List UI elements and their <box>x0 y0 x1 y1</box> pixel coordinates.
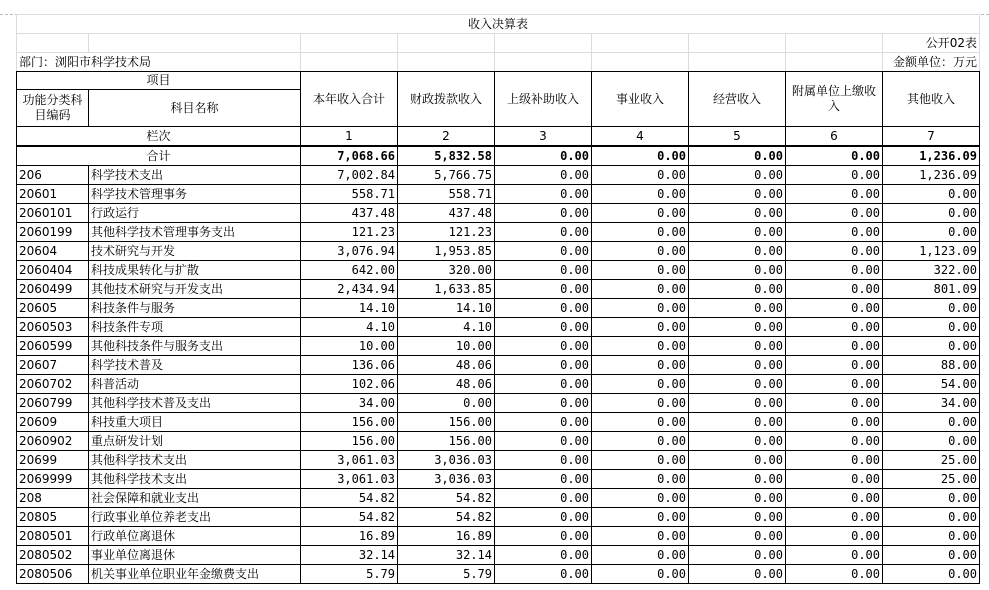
row-value: 0.00 <box>592 546 689 565</box>
row-value: 0.00 <box>495 318 592 337</box>
row-value: 0.00 <box>398 394 495 413</box>
row-value: 0.00 <box>786 185 883 204</box>
row-value: 0.00 <box>689 299 786 318</box>
table-row <box>17 375 980 394</box>
row-value: 0.00 <box>689 185 786 204</box>
row-value: 0.00 <box>689 204 786 223</box>
table-row <box>17 166 980 185</box>
row-value: 0.00 <box>786 432 883 451</box>
row-value: 0.00 <box>689 546 786 565</box>
row-value: 5.79 <box>301 565 398 584</box>
total-label: 合计 <box>17 146 301 166</box>
row-value: 0.00 <box>495 432 592 451</box>
row-value: 88.00 <box>883 356 980 375</box>
total-value: 0.00 <box>592 146 689 166</box>
form-number: 公开02表 <box>883 34 980 53</box>
row-value: 25.00 <box>883 470 980 489</box>
row-value: 0.00 <box>689 261 786 280</box>
row-value: 0.00 <box>689 470 786 489</box>
row-code: 2060902 <box>17 432 89 451</box>
header-col-affiliated: 附属单位上缴收入 <box>786 72 883 127</box>
row-code: 20607 <box>17 356 89 375</box>
col-number: 3 <box>495 127 592 147</box>
row-value: 121.23 <box>301 223 398 242</box>
row-code: 2060101 <box>17 204 89 223</box>
row-value: 0.00 <box>689 337 786 356</box>
row-name: 社会保障和就业支出 <box>89 489 301 508</box>
row-value: 0.00 <box>592 299 689 318</box>
header-col-business: 事业收入 <box>592 72 689 127</box>
row-code: 2060499 <box>17 280 89 299</box>
row-value: 4.10 <box>301 318 398 337</box>
row-value: 1,953.85 <box>398 242 495 261</box>
row-value: 0.00 <box>495 299 592 318</box>
row-value: 437.48 <box>398 204 495 223</box>
row-value: 0.00 <box>786 375 883 394</box>
row-value: 0.00 <box>786 166 883 185</box>
row-code: 206 <box>17 166 89 185</box>
row-value: 0.00 <box>689 242 786 261</box>
row-value: 0.00 <box>495 394 592 413</box>
row-value: 0.00 <box>592 394 689 413</box>
row-value: 0.00 <box>689 223 786 242</box>
row-value: 0.00 <box>495 166 592 185</box>
row-code: 20609 <box>17 413 89 432</box>
row-value: 558.71 <box>398 185 495 204</box>
header-col-fiscal: 财政拨款收入 <box>398 72 495 127</box>
row-value: 0.00 <box>883 185 980 204</box>
row-value: 320.00 <box>398 261 495 280</box>
row-value: 801.09 <box>883 280 980 299</box>
row-value: 0.00 <box>689 318 786 337</box>
row-value: 3,061.03 <box>301 451 398 470</box>
row-value: 34.00 <box>883 394 980 413</box>
row-value: 32.14 <box>301 546 398 565</box>
row-name: 其他科学技术支出 <box>89 451 301 470</box>
row-value: 0.00 <box>883 489 980 508</box>
row-value: 0.00 <box>786 299 883 318</box>
row-name: 其他科学技术支出 <box>89 470 301 489</box>
row-name: 科技条件专项 <box>89 318 301 337</box>
row-value: 0.00 <box>883 508 980 527</box>
sheet-top-border <box>0 0 989 15</box>
row-value: 0.00 <box>592 318 689 337</box>
row-name: 其他科技条件与服务支出 <box>89 337 301 356</box>
row-name: 机关事业单位职业年金缴费支出 <box>89 565 301 584</box>
col-number: 4 <box>592 127 689 147</box>
row-value: 0.00 <box>689 432 786 451</box>
row-code: 20699 <box>17 451 89 470</box>
table-row <box>17 546 980 565</box>
row-value: 0.00 <box>592 185 689 204</box>
col-number: 2 <box>398 127 495 147</box>
row-value: 0.00 <box>592 204 689 223</box>
row-value: 0.00 <box>689 565 786 584</box>
row-value: 14.10 <box>301 299 398 318</box>
table-row <box>17 527 980 546</box>
row-value: 1,123.09 <box>883 242 980 261</box>
row-value: 0.00 <box>495 242 592 261</box>
total-value: 7,068.66 <box>301 146 398 166</box>
row-value: 0.00 <box>786 337 883 356</box>
table-row <box>17 261 980 280</box>
header-code: 功能分类科目编码 <box>17 90 89 127</box>
row-value: 32.14 <box>398 546 495 565</box>
row-value: 0.00 <box>883 204 980 223</box>
table-row <box>17 565 980 584</box>
row-value: 102.06 <box>301 375 398 394</box>
row-value: 0.00 <box>592 356 689 375</box>
row-value: 0.00 <box>786 223 883 242</box>
row-value: 0.00 <box>883 413 980 432</box>
row-value: 14.10 <box>398 299 495 318</box>
row-value: 0.00 <box>883 546 980 565</box>
row-name: 科学技术普及 <box>89 356 301 375</box>
row-code: 20805 <box>17 508 89 527</box>
row-name: 行政运行 <box>89 204 301 223</box>
total-value: 0.00 <box>689 146 786 166</box>
row-value: 10.00 <box>301 337 398 356</box>
row-value: 0.00 <box>689 356 786 375</box>
data-rows <box>17 166 980 584</box>
table-row <box>17 432 980 451</box>
row-value: 0.00 <box>592 470 689 489</box>
header-row-label: 栏次 <box>17 127 301 147</box>
row-name: 行政单位离退休 <box>89 527 301 546</box>
row-value: 0.00 <box>495 204 592 223</box>
row-value: 558.71 <box>301 185 398 204</box>
table-row <box>17 508 980 527</box>
row-value: 0.00 <box>495 413 592 432</box>
table-row <box>17 394 980 413</box>
department-label: 部门：浏阳市科学技术局 <box>17 53 301 72</box>
row-value: 0.00 <box>786 204 883 223</box>
row-value: 7,002.84 <box>301 166 398 185</box>
row-code: 2060599 <box>17 337 89 356</box>
unit-label: 金额单位：万元 <box>883 53 980 72</box>
col-number: 1 <box>301 127 398 147</box>
table-row <box>17 280 980 299</box>
row-value: 0.00 <box>689 413 786 432</box>
row-value: 0.00 <box>689 508 786 527</box>
row-value: 156.00 <box>398 413 495 432</box>
table-row <box>17 470 980 489</box>
header-col-total: 本年收入合计 <box>301 72 398 127</box>
row-value: 0.00 <box>495 261 592 280</box>
row-value: 0.00 <box>592 280 689 299</box>
row-value: 0.00 <box>786 413 883 432</box>
row-value: 0.00 <box>495 489 592 508</box>
row-value: 156.00 <box>301 413 398 432</box>
row-value: 16.89 <box>398 527 495 546</box>
row-name: 科技重大项目 <box>89 413 301 432</box>
row-value: 10.00 <box>398 337 495 356</box>
row-value: 322.00 <box>883 261 980 280</box>
row-value: 0.00 <box>592 413 689 432</box>
row-code: 2080502 <box>17 546 89 565</box>
row-value: 0.00 <box>495 375 592 394</box>
row-name: 科普活动 <box>89 375 301 394</box>
table-row <box>17 356 980 375</box>
row-value: 54.00 <box>883 375 980 394</box>
row-value: 0.00 <box>786 451 883 470</box>
row-value: 4.10 <box>398 318 495 337</box>
row-value: 0.00 <box>786 489 883 508</box>
row-value: 0.00 <box>786 261 883 280</box>
table-row <box>17 185 980 204</box>
row-code: 2060702 <box>17 375 89 394</box>
row-value: 0.00 <box>592 489 689 508</box>
row-value: 0.00 <box>495 546 592 565</box>
table-row <box>17 204 980 223</box>
row-code: 2069999 <box>17 470 89 489</box>
row-value: 0.00 <box>786 242 883 261</box>
row-value: 0.00 <box>883 527 980 546</box>
row-value: 3,036.03 <box>398 470 495 489</box>
row-value: 0.00 <box>592 375 689 394</box>
row-value: 0.00 <box>495 280 592 299</box>
table-row <box>17 242 980 261</box>
row-value: 0.00 <box>689 489 786 508</box>
row-value: 0.00 <box>495 451 592 470</box>
table-title: 收入决算表 <box>17 15 980 34</box>
row-value: 0.00 <box>592 508 689 527</box>
header-name: 科目名称 <box>89 90 301 127</box>
row-name: 其他科学技术管理事务支出 <box>89 223 301 242</box>
row-code: 2060199 <box>17 223 89 242</box>
row-value: 0.00 <box>592 432 689 451</box>
row-value: 0.00 <box>689 394 786 413</box>
row-value: 0.00 <box>689 166 786 185</box>
total-value: 1,236.09 <box>883 146 980 166</box>
row-code: 2060404 <box>17 261 89 280</box>
table-row <box>17 318 980 337</box>
row-value: 0.00 <box>786 527 883 546</box>
row-value: 0.00 <box>786 546 883 565</box>
row-name: 其他科学技术普及支出 <box>89 394 301 413</box>
row-value: 0.00 <box>786 508 883 527</box>
row-code: 20604 <box>17 242 89 261</box>
row-name: 科技条件与服务 <box>89 299 301 318</box>
row-value: 0.00 <box>495 356 592 375</box>
row-value: 0.00 <box>689 527 786 546</box>
row-value: 54.82 <box>301 508 398 527</box>
row-value: 34.00 <box>301 394 398 413</box>
row-value: 642.00 <box>301 261 398 280</box>
row-value: 3,036.03 <box>398 451 495 470</box>
row-value: 156.00 <box>398 432 495 451</box>
row-code: 2060799 <box>17 394 89 413</box>
row-value: 0.00 <box>592 337 689 356</box>
row-value: 48.06 <box>398 356 495 375</box>
row-value: 156.00 <box>301 432 398 451</box>
row-name: 事业单位离退休 <box>89 546 301 565</box>
row-code: 2080506 <box>17 565 89 584</box>
row-value: 0.00 <box>592 565 689 584</box>
row-value: 0.00 <box>495 565 592 584</box>
header-col-operating: 经营收入 <box>689 72 786 127</box>
row-value: 0.00 <box>495 508 592 527</box>
row-value: 136.06 <box>301 356 398 375</box>
row-value: 16.89 <box>301 527 398 546</box>
row-value: 0.00 <box>592 242 689 261</box>
table-row <box>17 337 980 356</box>
row-value: 0.00 <box>883 299 980 318</box>
row-value: 1,236.09 <box>883 166 980 185</box>
row-value: 48.06 <box>398 375 495 394</box>
row-value: 0.00 <box>883 432 980 451</box>
row-value: 0.00 <box>786 280 883 299</box>
row-value: 2,434.94 <box>301 280 398 299</box>
row-value: 0.00 <box>592 451 689 470</box>
table-row <box>17 413 980 432</box>
row-value: 0.00 <box>786 394 883 413</box>
row-value: 0.00 <box>786 565 883 584</box>
row-code: 2080501 <box>17 527 89 546</box>
row-value: 0.00 <box>689 280 786 299</box>
row-code: 208 <box>17 489 89 508</box>
row-value: 0.00 <box>495 527 592 546</box>
table-row <box>17 223 980 242</box>
row-value: 54.82 <box>301 489 398 508</box>
row-code: 2060503 <box>17 318 89 337</box>
row-code: 20601 <box>17 185 89 204</box>
total-value: 0.00 <box>495 146 592 166</box>
row-value: 54.82 <box>398 489 495 508</box>
row-value: 121.23 <box>398 223 495 242</box>
header-col-other: 其他收入 <box>883 72 980 127</box>
row-name: 科学技术管理事务 <box>89 185 301 204</box>
row-value: 0.00 <box>592 223 689 242</box>
row-value: 437.48 <box>301 204 398 223</box>
row-value: 0.00 <box>689 451 786 470</box>
row-value: 0.00 <box>883 337 980 356</box>
total-row <box>17 146 980 166</box>
row-name: 科技成果转化与扩散 <box>89 261 301 280</box>
row-value: 0.00 <box>883 318 980 337</box>
row-value: 0.00 <box>592 166 689 185</box>
row-value: 0.00 <box>689 375 786 394</box>
row-value: 0.00 <box>883 565 980 584</box>
row-value: 0.00 <box>495 223 592 242</box>
row-value: 0.00 <box>495 185 592 204</box>
row-code: 20605 <box>17 299 89 318</box>
row-name: 技术研究与开发 <box>89 242 301 261</box>
total-value: 0.00 <box>786 146 883 166</box>
col-number: 5 <box>689 127 786 147</box>
row-value: 3,076.94 <box>301 242 398 261</box>
income-final-accounts-table <box>16 14 980 584</box>
row-name: 科学技术支出 <box>89 166 301 185</box>
header-col-superior-subsidy: 上级补助收入 <box>495 72 592 127</box>
row-value: 54.82 <box>398 508 495 527</box>
table-row <box>17 299 980 318</box>
row-value: 0.00 <box>495 337 592 356</box>
row-value: 0.00 <box>592 261 689 280</box>
row-value: 5.79 <box>398 565 495 584</box>
row-name: 重点研发计划 <box>89 432 301 451</box>
table-row <box>17 489 980 508</box>
header-item: 项目 <box>17 72 301 90</box>
row-value: 0.00 <box>786 318 883 337</box>
row-value: 5,766.75 <box>398 166 495 185</box>
row-name: 其他技术研究与开发支出 <box>89 280 301 299</box>
row-value: 0.00 <box>495 470 592 489</box>
row-value: 1,633.85 <box>398 280 495 299</box>
row-value: 3,061.03 <box>301 470 398 489</box>
total-value: 5,832.58 <box>398 146 495 166</box>
row-value: 25.00 <box>883 451 980 470</box>
row-value: 0.00 <box>592 527 689 546</box>
table-row <box>17 451 980 470</box>
row-value: 0.00 <box>786 470 883 489</box>
row-value: 0.00 <box>786 356 883 375</box>
row-name: 行政事业单位养老支出 <box>89 508 301 527</box>
row-value: 0.00 <box>883 223 980 242</box>
col-number: 6 <box>786 127 883 147</box>
col-number: 7 <box>883 127 980 147</box>
